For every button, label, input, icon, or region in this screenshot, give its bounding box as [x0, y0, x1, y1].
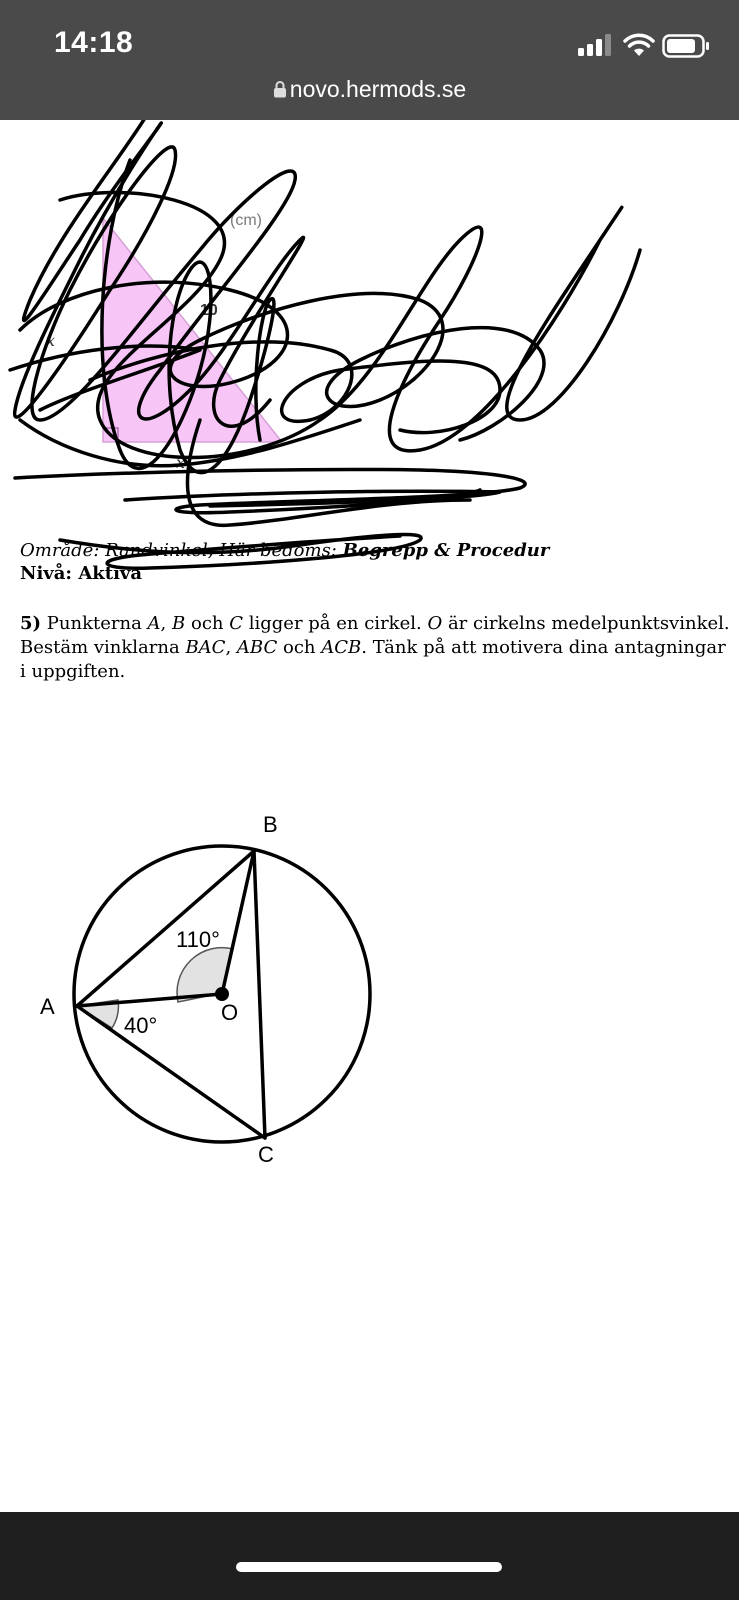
area-label: Område: Randvinkel, Här bedöms: — [20, 540, 337, 561]
clock: 14:18 — [54, 26, 134, 59]
label-o: O — [221, 1000, 239, 1025]
q-och-1: och — [190, 613, 224, 634]
page-content — [0, 120, 739, 1512]
q-text-3: är cirkelns medelpunktsvinkel. Bestäm vinklarna — [20, 613, 730, 658]
base-label-x: x — [176, 453, 186, 472]
circle-diagram — [30, 680, 390, 1200]
q-point-b: B — [172, 613, 186, 634]
area-line — [20, 540, 549, 561]
q-angle-acb: ACB — [321, 637, 362, 658]
signal-icon — [578, 34, 614, 56]
q-och-2: och — [283, 637, 316, 658]
area-value: Begrepp & Procedur — [342, 540, 550, 561]
q-comma-2: , — [225, 637, 232, 658]
center-point — [215, 987, 229, 1001]
label-a: A — [40, 994, 55, 1019]
lock-icon — [273, 80, 287, 98]
url-text: novo.hermods.se — [289, 76, 467, 102]
wifi-icon — [622, 32, 656, 58]
q-text-2: ligger på en cirkel. — [248, 613, 422, 634]
unit-label: (cm) — [230, 212, 262, 229]
q-text-1: Punkterna — [46, 613, 142, 634]
question-text — [20, 612, 735, 684]
q-point-c: C — [229, 613, 244, 634]
home-indicator[interactable] — [236, 1562, 502, 1572]
angle-label-110: 110° — [176, 927, 220, 952]
q-point-a: A — [147, 613, 161, 634]
q-angle-abc: ABC — [236, 637, 278, 658]
label-b: B — [263, 812, 278, 837]
bottom-bar — [0, 1512, 739, 1600]
scribbled-figure — [0, 120, 739, 590]
side-label-10: 10 — [200, 302, 218, 319]
angle-label-40: 40° — [124, 1013, 158, 1038]
level-line — [20, 563, 142, 584]
level-label: Nivå: — [20, 563, 73, 584]
question-number: 5) — [20, 613, 42, 634]
battery-icon — [662, 34, 710, 58]
address-bar[interactable] — [0, 76, 739, 103]
triangle-lines — [77, 851, 265, 1138]
side-label-x: x — [46, 331, 56, 350]
level-value: Aktiva — [78, 563, 143, 584]
q-angle-bac: BAC — [185, 637, 226, 658]
status-bar — [0, 0, 739, 120]
q-text-4: . Tänk på att motivera dina antagningar i uppgiften. — [20, 637, 726, 682]
q-comma: , — [160, 613, 167, 634]
label-c: C — [258, 1142, 274, 1167]
q-point-o: O — [427, 613, 443, 634]
